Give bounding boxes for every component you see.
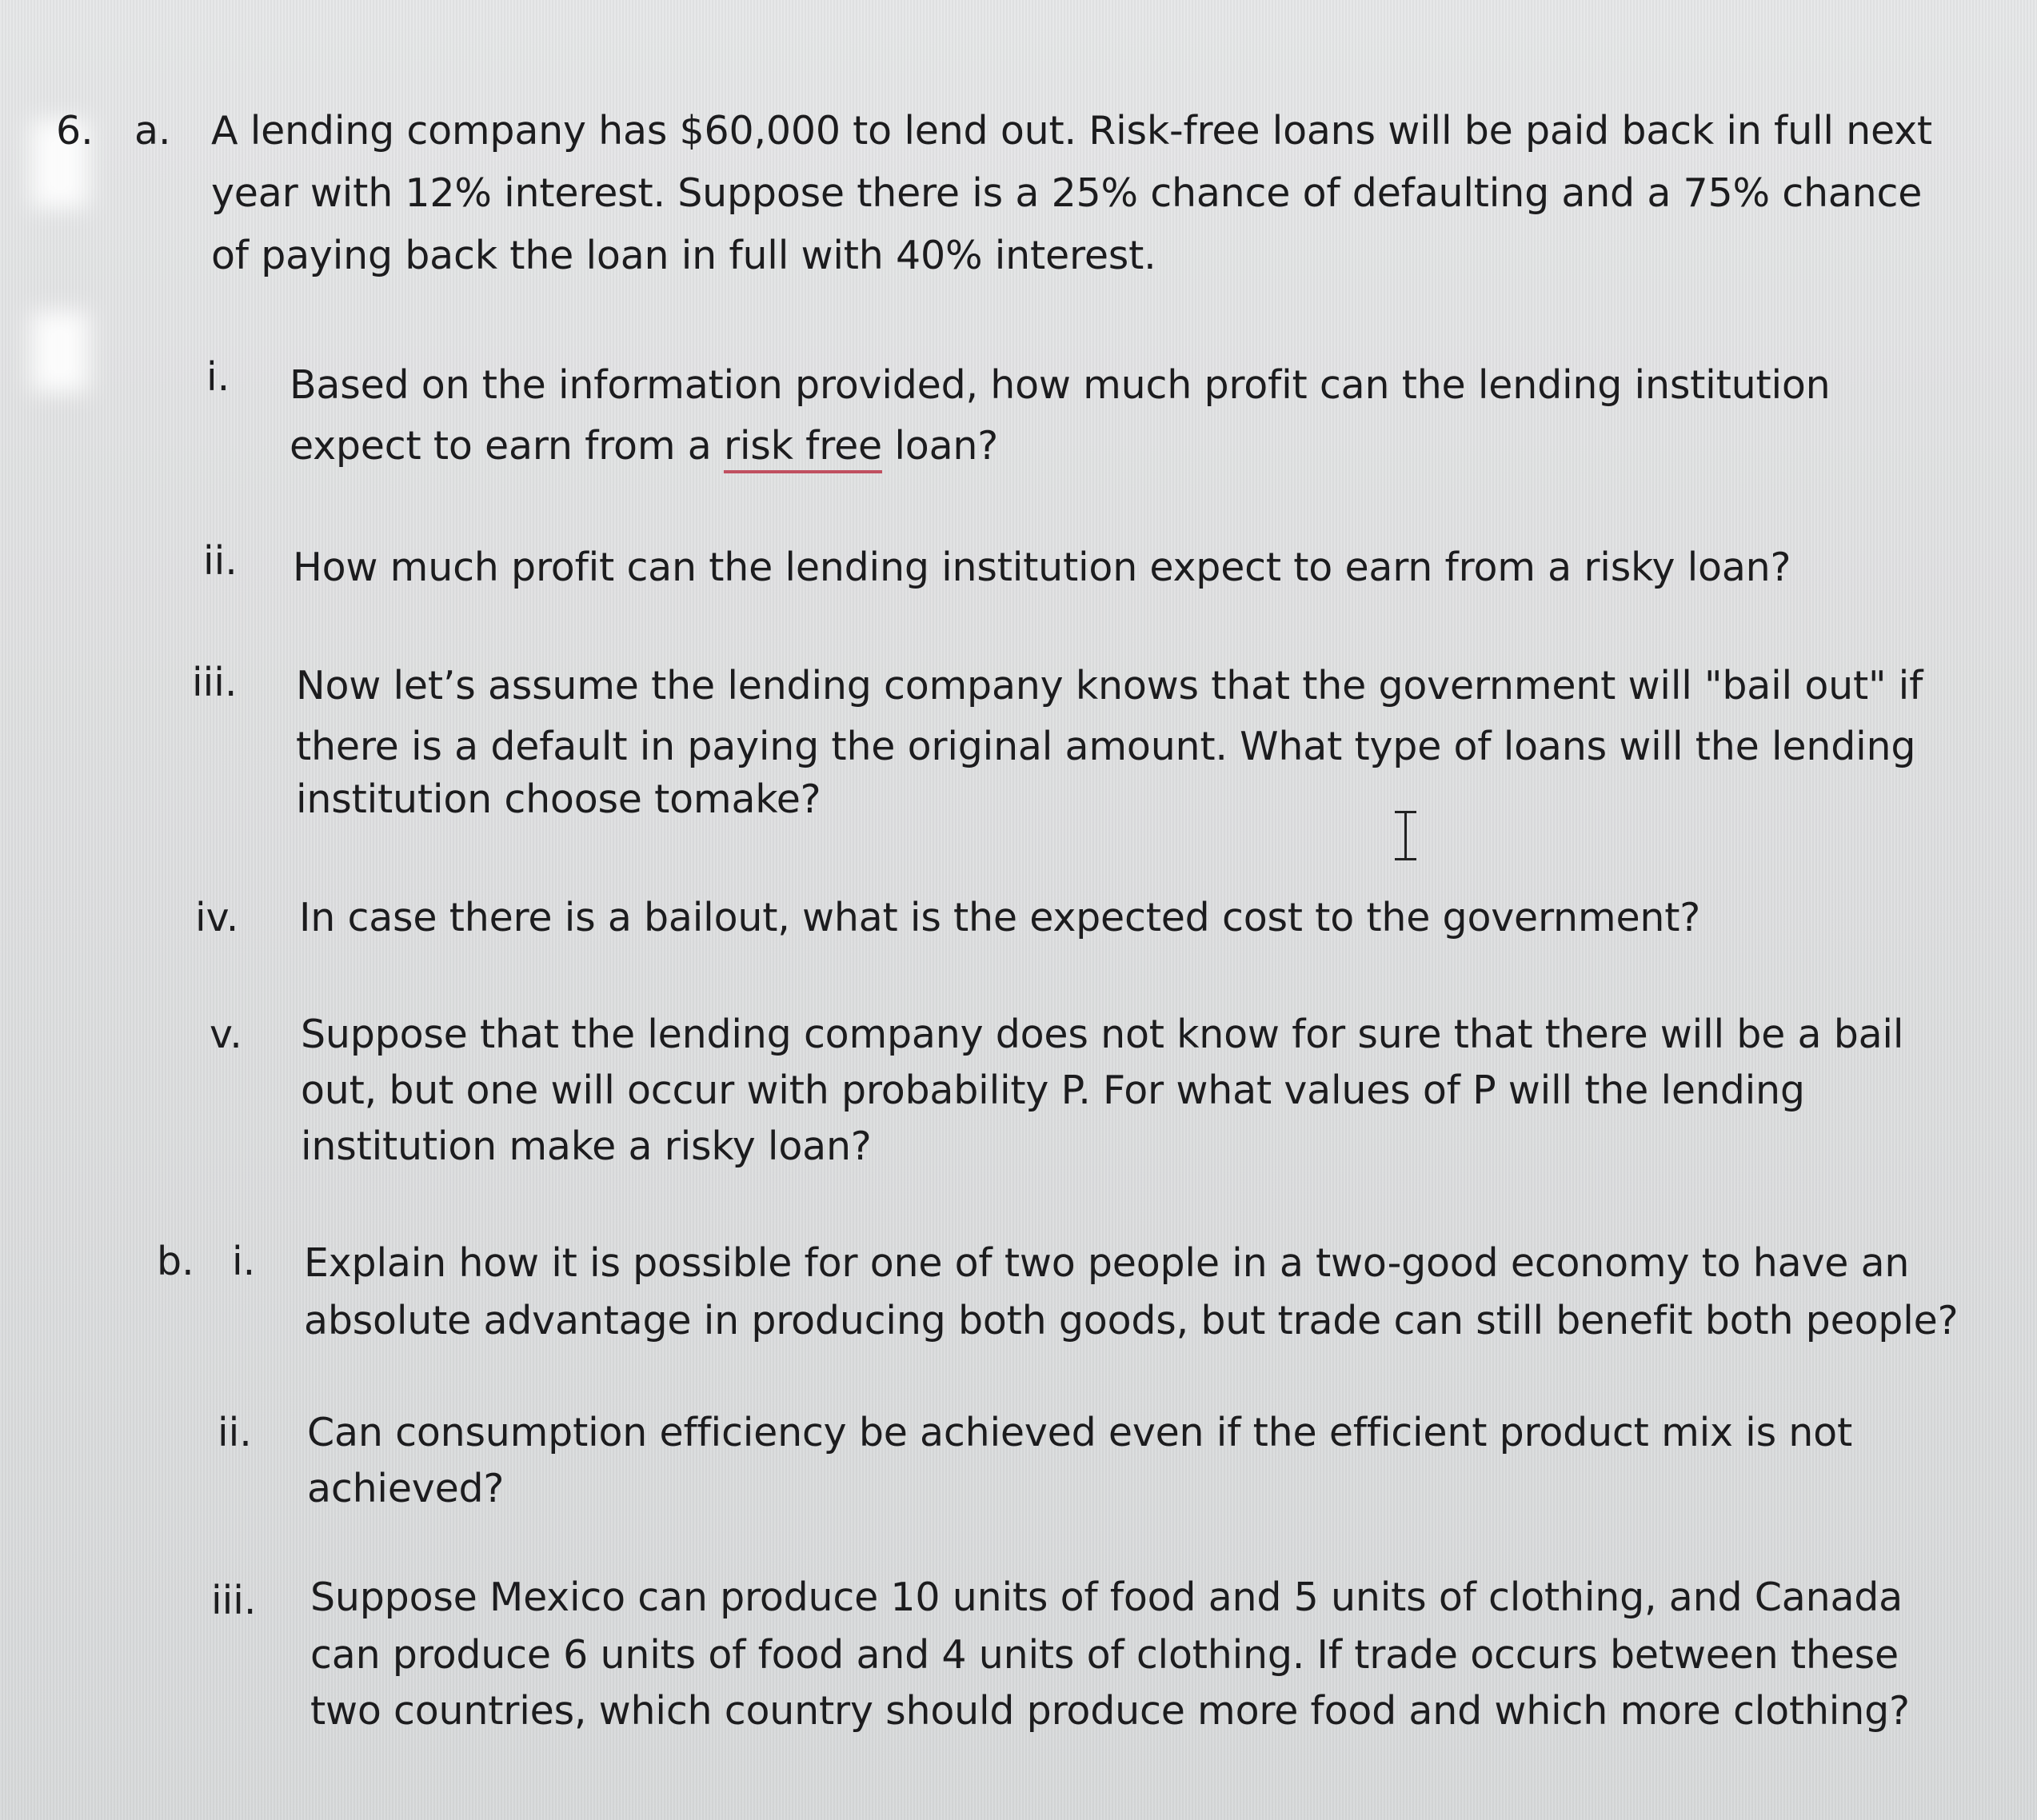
part-b-item-ii-line-2: achieved? — [307, 1466, 505, 1511]
part-a-item-iii-line-2: there is a default in paying the original amount. What type of loans will the lending — [296, 724, 1916, 769]
part-a-item-iv-label: iv. — [195, 895, 239, 940]
part-b-item-i-line-2: absolute advantage in producing both goods, but trade can still benefit both people? — [304, 1298, 1959, 1343]
part-a-intro-line-3: of paying back the loan in full with 40% interest. — [211, 233, 1156, 278]
part-a-intro-line-2: year with 12% interest. Suppose there is a 25% chance of defaulting and a 75% chance — [211, 170, 1923, 216]
part-b-item-iii-line-3: two countries, which country should produce more food and which more clothing? — [310, 1688, 1910, 1734]
part-b-item-ii-label: ii. — [218, 1410, 252, 1455]
part-a-item-iii-line-1: Now let’s assume the lending company knows that the government will "bail out" if — [296, 663, 1923, 708]
part-b-item-ii-line-1: Can consumption efficiency be achieved even if the efficient product mix is not — [307, 1410, 1852, 1455]
part-a-item-iii-label: iii. — [192, 660, 238, 705]
part-b-item-iii-label: iii. — [211, 1578, 257, 1623]
part-b-item-i-line-1: Explain how it is possible for one of two people in a two-good economy to have an — [304, 1240, 1910, 1286]
part-a-intro-line-1: A lending company has $60,000 to lend out. Risk-free loans will be paid back in full next — [211, 108, 1932, 154]
part-b-item-iii-line-1: Suppose Mexico can produce 10 units of food and 5 units of clothing, and Canada — [310, 1575, 1903, 1620]
question-number: 6. — [56, 108, 94, 154]
i-beam-cursor-icon — [1392, 809, 1419, 862]
part-a-item-v-line-2: out, but one will occur with probability P. For what values of P will the lending — [301, 1068, 1805, 1113]
part-a-item-v-label: v. — [210, 1012, 242, 1057]
part-a-item-v-line-3: institution make a risky loan? — [301, 1124, 872, 1169]
screen-glare — [32, 312, 88, 392]
part-a-item-i-line-2: expect to earn from a risk free loan? — [290, 423, 999, 469]
part-a-item-iii-line-3: institution choose tomake? — [296, 776, 821, 822]
part-b-item-i-label: i. — [232, 1239, 256, 1284]
part-a-label: a. — [134, 108, 171, 154]
part-a-item-i-line-1: Based on the information provided, how much profit can the lending institution — [290, 362, 1831, 408]
spellcheck-underline: risk free — [723, 423, 882, 469]
part-a-item-v-line-1: Suppose that the lending company does not know for sure that there will be a bail — [301, 1012, 1904, 1057]
part-b-item-iii-line-2: can produce 6 units of food and 4 units of clothing. If trade occurs between these — [310, 1632, 1899, 1678]
part-a-item-ii-label: ii. — [203, 538, 238, 584]
part-b-label: b. — [157, 1239, 194, 1284]
part-a-item-ii-line-1: How much profit can the lending institution expect to earn from a risky loan? — [293, 545, 1791, 590]
part-a-item-i-label: i. — [206, 354, 230, 400]
part-a-item-iv-line-1: In case there is a bailout, what is the expected cost to the government? — [299, 895, 1701, 940]
